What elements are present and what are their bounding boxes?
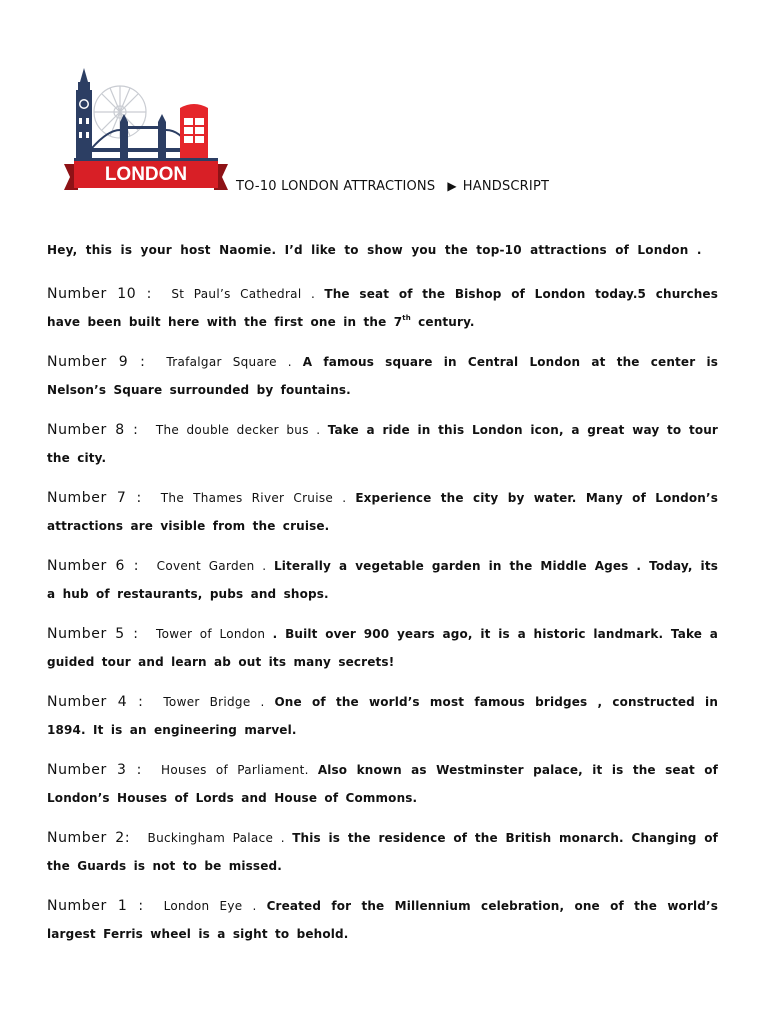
entry-place: The double decker bus . [155,423,321,437]
entry-description: A famous square in Central London at the center is Nelson’s Square surrounded by fountains. [47,355,719,397]
entry-description-text: The seat of the Bishop of London today.5 churches have been built here with the first one in the 7 [47,287,719,329]
entry-place: Covent Garden . [156,559,267,573]
entry-description: Experience the city by water. Many of London’s attractions are visible from the cruise. [47,491,719,533]
superscript: th [402,314,411,322]
entry-place: St Paul’s Cathedral . [171,287,316,301]
attraction-entry-9 [47,348,718,416]
entry-description: . Built over 900 years ago, it is a historic landmark. Take a guided tour and learn ab out its many secrets! [47,627,719,669]
entry-place: Tower of London [155,627,266,641]
intro-paragraph: Hey, this is your host Naomie. I’d like to show you the top-10 attractions of London . [47,243,702,257]
entry-place: Houses of Parliament. [161,763,309,777]
entry-place: Tower Bridge . [163,695,265,709]
entry-number: Number 4 : [47,694,144,710]
entry-place: London Eye . [163,899,257,913]
entry-description: Take a ride in this London icon, a great way to tour the city. [47,423,718,465]
entry-place: Trafalgar Square . [166,355,292,369]
play-arrow-icon: ▶ [447,179,457,193]
attraction-entry-3 [47,756,718,824]
attraction-entry-7 [47,484,718,552]
london-logo [58,68,234,198]
document-subtitle: HANDSCRIPT [462,179,550,194]
attraction-entry-5 [47,620,718,688]
entry-number: Number 10 : [47,286,153,302]
entry-number: Number 7 : [47,490,142,506]
attraction-entry-8 [47,416,718,484]
entry-number: Number 6 : [47,558,140,574]
entry-place: The Thames River Cruise . [160,491,347,505]
attractions-list [47,280,718,960]
entry-description: Literally a vegetable garden in the Middle Ages . Today, its a hub of restaurants, pubs and shops. [47,559,718,601]
entry-number: Number 5 : [47,626,139,642]
tower-bridge-icon [92,114,190,162]
entry-place: Buckingham Palace . [147,831,285,845]
phone-box-icon [180,104,208,166]
entry-number: Number 9 : [47,354,146,370]
entry-description: One of the world’s most famous bridges , constructed in 1894. It is an engineering marvel. [47,695,719,737]
entry-description-text: century. [410,315,475,329]
entry-description: Also known as Westminster palace, it is the seat of London’s Houses of Lords and House of Commons. [47,763,719,805]
big-ben-icon [76,68,92,164]
entry-description: This is the residence of the British monarch. Changing of the Guards is not to be missed. [47,831,719,873]
entry-number: Number 8 : [47,422,139,438]
entry-description: Created for the Millennium celebration, one of the world’s largest Ferris wheel is a sight to behold. [47,899,719,941]
attraction-entry-6 [47,552,718,620]
document-header [236,179,549,194]
entry-number: Number 3 : [47,762,142,778]
entry-number: Number 2: [47,830,131,846]
attraction-entry-10 [47,280,718,348]
logo-text: LONDON [104,164,188,185]
document-title: TO-10 LONDON ATTRACTIONS [236,179,436,194]
attraction-entry-2 [47,824,718,892]
attraction-entry-4 [47,688,718,756]
attraction-entry-1 [47,892,718,960]
banner-ribbon [64,158,228,190]
entry-number: Number 1 : [47,898,144,914]
